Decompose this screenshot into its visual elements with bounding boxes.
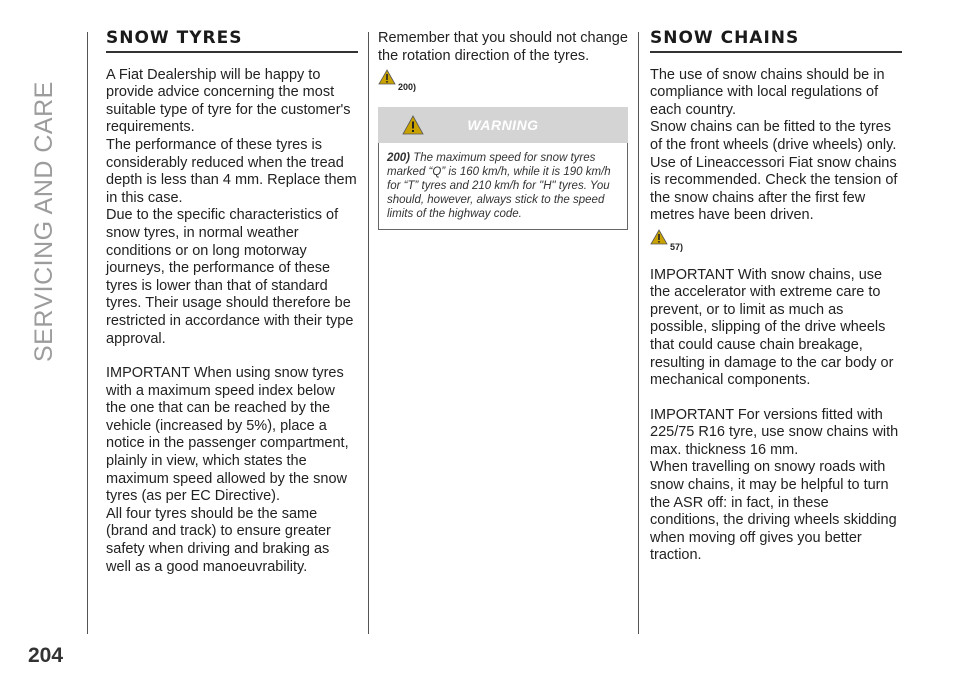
section-side-title: SERVICING AND CARE	[30, 81, 58, 362]
warning-number: 200)	[387, 151, 411, 164]
column-divider	[638, 32, 639, 634]
warning-reference	[378, 69, 628, 97]
warning-header	[378, 107, 628, 143]
paragraph: IMPORTANT For versions fitted with 225/75 R16 tyre, use snow chains with max. thickness 16 mm.	[650, 406, 899, 458]
snow-chains-heading: SNOW CHAINS	[650, 30, 902, 53]
snow-tyres-heading: SNOW TYRES	[106, 30, 358, 53]
snow-tyres-column	[106, 30, 358, 576]
snow-chains-column	[650, 30, 902, 565]
warning-triangle-icon	[402, 115, 424, 141]
paragraph: Snow chains can be fitted to the tyres of the front wheels (drive wheels) only. Use of Lineaccessori Fiat snow chains is recommended. Check the tension of the snow chains after the first few metres have been driven.	[650, 119, 898, 224]
column-divider	[368, 32, 369, 634]
paragraph: IMPORTANT When using snow tyres with a maximum speed index below the one that can be reached by the vehicle (increased by 5%), place a notice in the passenger compartment, plainly in view, which states the maximum speed allowed by the snow tyres (as per EC Directive).	[106, 365, 349, 505]
chains-reference	[650, 229, 902, 257]
paragraph: Due to the specific characteristics of snow tyres, in normal weather conditions or on long motorway journeys, the performance of these tyres is lower than that of standard tyres. Their usage should therefore be restricted in accordance with their type approval.	[106, 207, 354, 347]
warning-triangle-icon	[378, 69, 396, 91]
paragraph: All four tyres should be the same (brand and track) to ensure greater safety when driving and braking as well as a good manoeuvrability.	[106, 505, 331, 575]
warning-box	[378, 107, 628, 230]
paragraph: IMPORTANT With snow chains, use the accelerator with extreme care to prevent, or to limit as much as possible, slipping of the drive wheels that could cause chain breakage, resulting in damage to the car body or mechanical components.	[650, 266, 894, 389]
page-number: 204	[28, 644, 64, 667]
column-divider	[87, 32, 88, 634]
paragraph: The use of snow chains should be in compliance with local regulations of each country.	[650, 66, 885, 118]
rotation-note: Remember that you should not change the rotation direction of the tyres.	[378, 30, 628, 64]
warning-reference-number: 200)	[398, 82, 417, 93]
warning-body: The maximum speed for snow tyres marked “Q” is 160 km/h, while it is 190 km/h for “T” tyres and 210 km/h for "H" tyres. You should, however, always stick to the speed limits of the highway code.	[387, 151, 611, 220]
paragraph: A Fiat Dealership will be happy to provide advice concerning the most suitable type of tyre for the customer's requirements.	[106, 66, 351, 136]
warning-title: WARNING	[467, 116, 539, 133]
chains-reference-number: 57)	[670, 241, 684, 252]
paragraph: The performance of these tyres is considerably reduced when the tread depth is less than 4 mm. Replace them in this case.	[106, 136, 357, 206]
warning-triangle-icon	[650, 229, 668, 251]
warning-text	[378, 143, 628, 230]
warning-column	[378, 30, 628, 230]
paragraph: When travelling on snowy roads with snow chains, it may be helpful to turn the ASR off: in fact, in these conditions, the driving wheels skidding when moving off gives you better traction.	[650, 459, 897, 564]
